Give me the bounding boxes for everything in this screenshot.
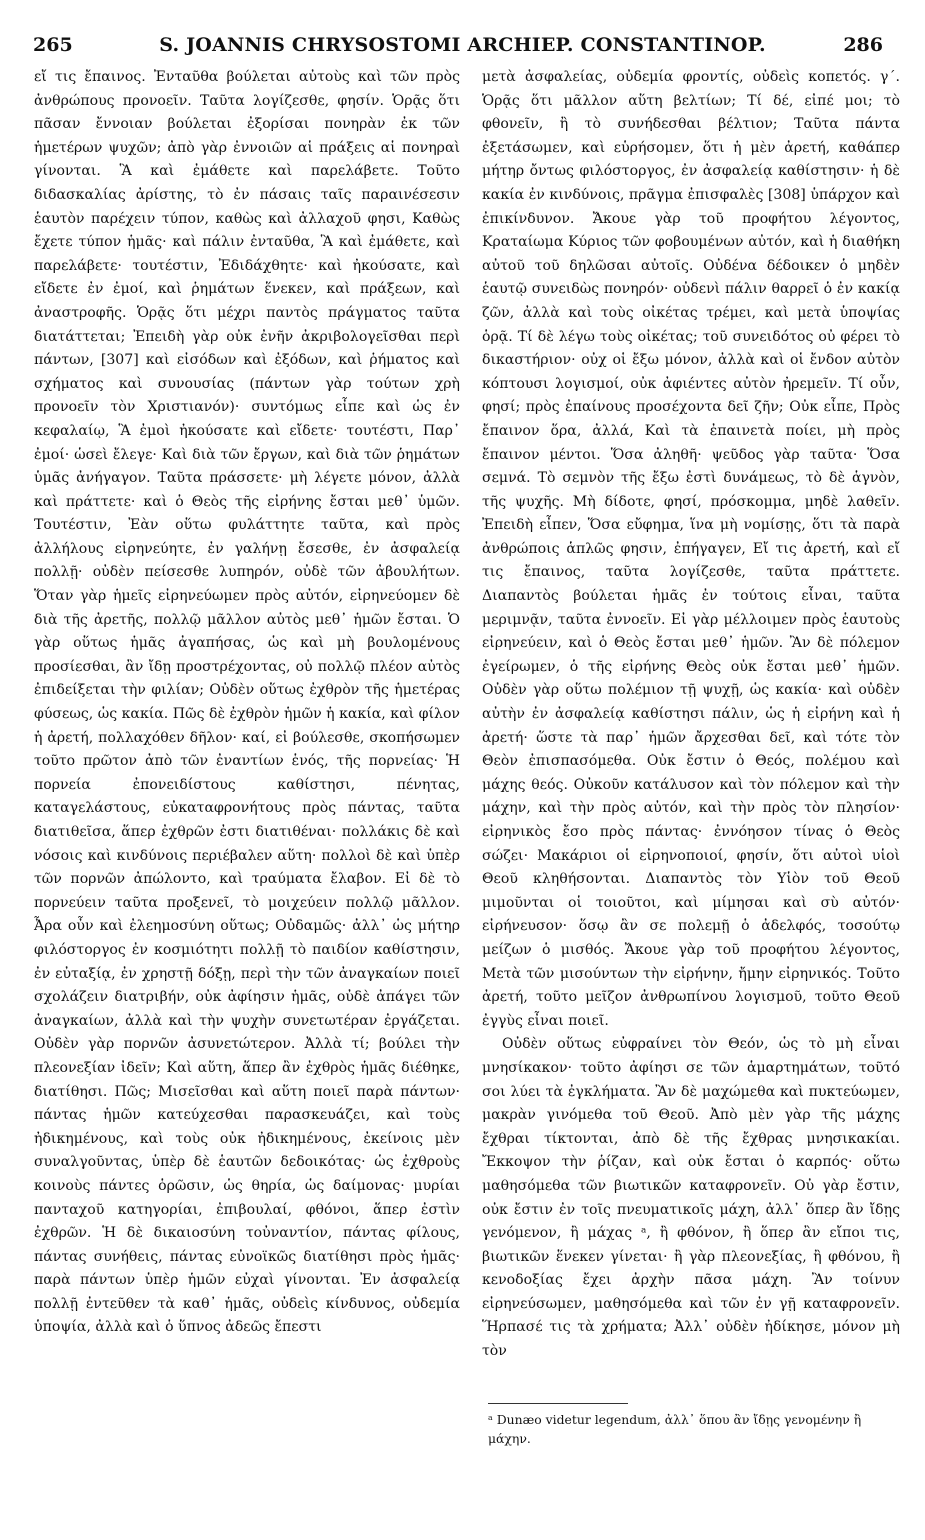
right-paragraph: μετὰ ἀσφαλείας, οὐδεμία φροντίς, οὐδεὶς κοπετός. γ΄. Ὁρᾷς ὅτι μᾶλλον αὕτη βελτίων; Τί δέ, εἰπέ μοι; τὸ φθονεῖν, ἢ τὸ συνήδεσθαι βέλτιον; Ταῦτα πάντα ἐξετάσωμεν, καὶ εὑρήσομεν, ὅτι ἡ μὲν ἀρετή, καθάπερ μήτηρ ὄντως φιλόστοργος, ἐν ἀσφαλείᾳ καθίστησιν· ἡ δὲ κακία ἐν κινδύνοις, πρᾶγμα ἐπισφαλὲς [308] ὑπάρχον καὶ ἐπικίνδυνον. Ἄκουε γὰρ τοῦ προφήτου λέγοντος, Κραταίωμα Κύριος τῶν φοβουμένων αὐτόν, καὶ ἡ διαθήκη αὐτοῦ τοῦ δηλῶσαι αὐτοῖς. Οὐδένα δέδοικεν ὁ μηδὲν ἑαυτῷ συνειδὼς πονηρόν· οὐδενὶ πάλιν θαρρεῖ ὁ ἐν κακίᾳ ζῶν, ἀλλὰ καὶ τοὺς οἰκέτας τρέμει, καὶ μετὰ ὑποψίας ὁρᾷ. Τί δὲ λέγω τοὺς οἰκέτας; τοῦ συνειδότος οὐ φέρει τὸ δικαστήριον· οὐχ οἱ ἔξω μόνον, ἀλλὰ καὶ οἱ ἔνδον αὐτὸν κόπτουσι λογισμοί, οὐκ ἀφιέντες αὐτὸν ἠρεμεῖν. Τί οὖν, φησί; πρὸς ἐπαίνους προσέχοντα δεῖ ζῆν; Οὐκ εἶπε, Πρὸς ἔπαινον ὅρα, ἀλλά, Καὶ τὰ ἐπαινετὰ ποίει, μὴ πρὸς ἔπαινον μέντοι. Ὅσα ἀληθῆ· ψεῦδος γὰρ ταῦτα· Ὅσα σεμνά. Τὸ σεμνὸν τῆς ἔξω ἐστὶ δυνάμεως, τὸ δὲ ἁγνὸν, τῆς ψυχῆς. Μὴ δίδοτε, φησί, πρόσκομμα, μηδὲ λαθεῖν. Ἐπειδὴ εἶπεν, Ὅσα εὔφημα, ἵνα μὴ νομίσῃς, ὅτι τὰ παρὰ ἀνθρώποις ἁπλῶς φησιν, ἐπήγαγεν, Εἴ τις ἀρετή, καὶ εἴ τις ἔπαινος, ταῦτα λογίζεσθε, ταῦτα πράττετε. Διαπαντὸς βούλεται ἡμᾶς ἐν τούτοις εἶναι, ταῦτα μεριμνᾷν, ταῦτα ἐννοεῖν. Εἰ γὰρ μέλλοιμεν πρὸς ἑαυτοὺς εἰρηνεύειν, καὶ ὁ Θεὸς ἔσται μεθ᾽ ἡμῶν. Ἂν δὲ πόλεμον ἐγείρωμεν, ὁ τῆς εἰρήνης Θεὸς οὐκ ἔσται μεθ᾽ ἡμῶν. Οὐδὲν γὰρ οὕτω πολέμιον τῇ ψυχῇ, ὡς κακία· καὶ οὐδὲν αὐτὴν ἐν ἀσφαλείᾳ καθίστησι πάλιν, ὡς ἡ εἰρήνη καὶ ἡ ἀρετή· ὥστε τὰ παρ᾽ ἡμῶν ἄρχεσθαι δεῖ, καὶ τότε τὸν Θεὸν ἐπισπασόμεθα. Οὐκ ἔστιν ὁ Θεός, πολέμου καὶ μάχης θεός. Οὐκοῦν κατάλυσον καὶ τὸν πόλεμον καὶ τὴν μάχην, καὶ τὴν πρὸς αὐτόν, καὶ τὴν πρὸς τὸν πλησίον· εἰρηνικὸς ἔσο πρὸς πάντας· ἐννόησον τίνας ὁ Θεὸς σώζει· Μακάριοι οἱ εἰρηνοποιοί, φησίν, ὅτι αὐτοὶ υἱοὶ Θεοῦ κληθήσονται. Διαπαντὸς τὸν Υἱὸν τοῦ Θεοῦ μιμοῦνται οἱ τοιοῦτοι, καὶ μίμησαι καὶ σὺ αὐτόν· εἰρήνευσον· ὅσῳ ἂν σε πολεμῇ ὁ ἀδελφός, τοσούτῳ μείζων ὁ μισθός. Ἄκουε γὰρ τοῦ προφήτου λέγοντος, Μετὰ τῶν μισούντων τὴν εἰρήνην, ἤμην εἰρηνικός. Τοῦτο ἀρετή, τοῦτο μεῖζον ἀνθρωπίνου λογισμοῦ, τοῦτο Θεοῦ ἐγγὺς εἶναι ποιεῖ.	[482, 69, 900, 1029]
footnote: ᵃ Dunæo videtur legendum, ἀλλ᾽ ὅπου ἂν ἴδῃς γενομένην ἢ μάχην.	[488, 1412, 862, 1446]
right-column	[482, 66, 900, 1360]
running-header	[0, 30, 925, 70]
left-column	[34, 66, 460, 1486]
running-title: S. JOANNIS CHRYSOSTOMI ARCHIEP. CONSTANTINOP.	[159, 34, 766, 56]
footnote-divider	[488, 1403, 628, 1404]
page-number-left: 265	[33, 34, 73, 56]
right-paragraph: Οὐδὲν οὕτως εὐφραίνει τὸν Θεόν, ὡς τὸ μὴ εἶναι μνησίκακον· τοῦτο ἀφίησι σε τῶν ἁμαρτημάτων, τοῦτό σοι λύει τὰ ἐγκλήματα. Ἂν δὲ μαχώμεθα καὶ πυκτεύωμεν, μακρὰν γινόμεθα τοῦ Θεοῦ. Ἀπὸ μὲν γὰρ τῆς μάχης ἔχθραι τίκτονται, ἀπὸ δὲ τῆς ἔχθρας μνησικακίαι. Ἔκκοψον τὴν ῥίζαν, καὶ οὐκ ἔσται ὁ καρπός· οὕτω μαθησόμεθα τῶν βιωτικῶν καταφρονεῖν. Οὐ γὰρ ἔστιν, οὐκ ἔστιν ἐν τοῖς πνευματικοῖς μάχη, ἀλλ᾽ ὅπερ ἂν ἴδῃς γενόμενον, ἢ μάχας ᵃ, ἢ φθόνον, ἢ ὅπερ ἂν εἴποι τις, βιωτικῶν ἕνεκεν γίνεται· ἢ γὰρ πλεονεξίας, ἢ φθόνου, ἢ κενοδοξίας ἔχει ἀρχὴν πᾶσα μάχη. Ἂν τοίνυν εἰρηνεύσωμεν, μαθησόμεθα καὶ τῶν ἐν γῇ καταφρονεῖν. Ἥρπασέ τις τὰ χρήματα; Ἀλλ᾽ οὐδὲν ἠδίκησε, μόνον μὴ τὸν	[482, 1036, 900, 1360]
left-paragraph: εἴ τις ἔπαινος. Ἐνταῦθα βούλεται αὐτοὺς καὶ τῶν πρὸς ἀνθρώπους προνοεῖν. Ταῦτα λογίζεσθε, φησίν. Ὁρᾷς ὅτι πᾶσαν ἔννοιαν βούλεται ἐξορίσαι πονηρὰν ἐκ τῶν ἡμετέρων ψυχῶν; ἀπὸ γὰρ ἐννοιῶν αἱ πράξεις αἱ πονηραὶ γίνονται. Ἃ καὶ ἐμάθετε καὶ παρελάβετε. Τοῦτο διδασκαλίας ἀρίστης, τὸ ἐν πάσαις ταῖς παραινέσεσιν ἑαυτὸν παρέχειν τύπον, καθὼς καὶ ἀλλαχοῦ φησι, Καθὼς ἔχετε τύπον ἡμᾶς· καὶ πάλιν ἐνταῦθα, Ἃ καὶ ἐμάθετε, καὶ παρελάβετε· τουτέστιν, Ἐδιδάχθητε· καὶ ἠκούσατε, καὶ εἴδετε ἐν ἐμοί, καὶ ῥημάτων ἕνεκεν, καὶ πράξεων, καὶ ἀναστροφῆς. Ὁρᾷς ὅτι μέχρι παντὸς πράγματος ταῦτα διατάττεται; Ἐπειδὴ γὰρ οὐκ ἐνῆν ἀκριβολογεῖσθαι περὶ πάντων, [307] καὶ εἰσόδων καὶ ἐξόδων, καὶ ῥήματος καὶ σχήματος καὶ συνουσίας (πάντων γὰρ τούτων χρὴ προνοεῖν τὸν Χριστιανόν)· συντόμως εἶπε καὶ ὡς ἐν κεφαλαίῳ, Ἃ ἐμοὶ ἠκούσατε καὶ εἴδετε· τουτέστι, Παρ᾽ ἐμοί· ὡσεὶ ἔλεγε· Καὶ διὰ τῶν ἔργων, καὶ διὰ τῶν ῥημάτων ὑμᾶς ἀνήγαγον. Ταῦτα πράσσετε· μὴ λέγετε μόνον, ἀλλὰ καὶ πράττετε· καὶ ὁ Θεὸς τῆς εἰρήνης ἔσται μεθ᾽ ὑμῶν. Τουτέστιν, Ἐὰν οὕτω φυλάττητε ταῦτα, καὶ πρὸς ἀλλήλους εἰρηνεύητε, ἐν γαλήνῃ ἔσεσθε, ἐν ἀσφαλείᾳ πολλῇ· οὐδὲν πείσεσθε λυπηρόν, οὐδὲ τῶν ἀβουλήτων. Ὅταν γὰρ ἡμεῖς εἰρηνεύωμεν πρὸς αὐτόν, εἰρηνεύομεν δὲ διὰ τῆς ἀρετῆς, πολλῷ μᾶλλον αὐτὸς μεθ᾽ ἡμῶν ἔσται. Ὁ γὰρ οὕτως ἡμᾶς ἀγαπήσας, ὡς καὶ μὴ βουλομένους προσίεσθαι, ἂν ἴδῃ προστρέχοντας, οὐ πολλῷ πλέον αὐτὸς ἐπιδείξεται τὴν φιλίαν; Οὐδὲν οὕτως ἐχθρὸν τῆς ἡμετέρας φύσεως, ὡς κακία. Πῶς δὲ ἐχθρὸν ἡμῶν ἡ κακία, καὶ φίλον ἡ ἀρετή, πολλαχόθεν δῆλον· καί, εἰ βούλεσθε, σκοπήσωμεν τοῦτο πρῶτον ἀπὸ τῶν ἐναντίων ἑνός, τῆς πορνείας· Ἡ πορνεία ἐπονειδίστους καθίστησι, πένητας, καταγελάστους, εὐκαταφρονήτους πρὸς πάντας, ταῦτα διατιθεῖσα, ἅπερ ἐχθρῶν ἐστι διατιθέναι· πολλάκις δὲ καὶ νόσοις καὶ κινδύνοις περιέβαλεν αὕτη· πολλοὶ δὲ καὶ ὑπὲρ τῶν πορνῶν ἀπώλοντο, καὶ τραύματα ἔλαβον. Εἰ δὲ τὸ πορνεύειν ταῦτα προξενεῖ, τὸ μοιχεύειν πολλῷ μᾶλλον. Ἆρα οὖν καὶ ἐλεημοσύνη οὕτως; Οὐδαμῶς· ἀλλ᾽ ὡς μήτηρ φιλόστοργος ἐν κοσμιότητι πολλῇ τὸ παιδίον καθίστησιν, ἐν εὐταξίᾳ, ἐν χρηστῇ δόξῃ, περὶ τὴν τῶν ἀναγκαίων ποιεῖ σχολάζειν διατριβήν, οὐκ ἀφίησιν ἡμᾶς, οὐδὲ ἀπάγει τῶν ἀναγκαίων, ἀλλὰ καὶ τὴν ψυχὴν συνετωτέραν ἐργάζεται. Οὐδὲν γὰρ πορνῶν ἀσυνετώτερον. Ἀλλὰ τί; βούλει τὴν πλεονεξίαν ἰδεῖν; Καὶ αὕτη, ἅπερ ἂν ἐχθρὸς ἡμᾶς διέθηκε, διατίθησι. Πῶς; Μισεῖσθαι καὶ αὕτη ποιεῖ παρὰ πάντων· πάντας ἡμῶν κατεύχεσθαι παρασκευάζει, καὶ τοὺς ἠδικημένους, καὶ τοὺς οὐκ ἠδικημένους, ἐκείνοις μὲν συναλγοῦντας, ὑπὲρ δὲ ἑαυτῶν δεδοικότας· ὡς ἐχθροὺς κοινοὺς πάντες ὁρῶσιν, ὡς θηρία, ὡς δαίμονας· μυρίαι πανταχοῦ κατηγορίαι, ἐπιβουλαί, φθόνοι, ἅπερ ἐστὶν ἐχθρῶν. Ἡ δὲ δικαιοσύνη τοὐναντίον, πάντας φίλους, πάντας συνήθεις, πάντας εὐνοϊκῶς διατίθησι πρὸς ἡμᾶς· παρὰ πάντων ὑπὲρ ἡμῶν εὐχαὶ γίνονται. Ἐν ἀσφαλείᾳ πολλῇ ἐντεῦθεν τὰ καθ᾽ ἡμᾶς, οὐδεὶς κίνδυνος, οὐδεμία ὑποψία, ἀλλὰ καὶ ὁ ὕπνος ἀδεῶς ἔπεστι	[34, 69, 460, 1336]
page-number-right: 286	[843, 34, 883, 56]
